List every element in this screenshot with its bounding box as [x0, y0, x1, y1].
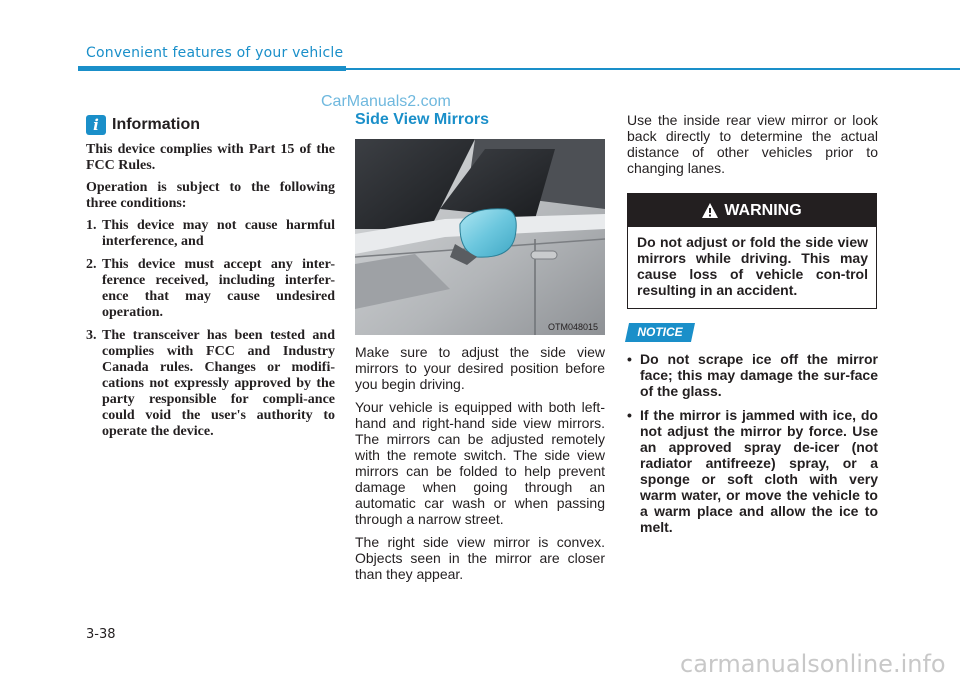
warning-header: [628, 194, 876, 227]
warning-box: [627, 193, 877, 309]
warning-text: Do not adjust or fold the side view mirrors while driving. This may cause loss of vehicle con-trol resulting in an accident.: [637, 234, 868, 298]
notice-item: [627, 407, 878, 535]
bullet: •: [627, 407, 632, 423]
information-title: Information: [112, 116, 200, 133]
condition-item: [86, 218, 335, 250]
notice-item-text: If the mirror is jammed with ice, do not adjust the mirror by force. Use an approved spray de-icer (not radiator antifreeze) spray, or a sponge or soft cloth with very warm water, or move the vehicle to a warm place and allow the ice to melt.: [640, 407, 878, 535]
page-number: 3-38: [86, 627, 116, 642]
bullet: •: [627, 351, 632, 367]
rear-view-intro: Use the inside rear view mirror or look back directly to determine the actual distance of other vehicles prior to changing lanes.: [627, 112, 878, 176]
notice-item-text: Do not scrape ice off the mirror face; this may damage the sur-face of the glass.: [640, 351, 878, 399]
condition-number: 3.: [86, 328, 97, 343]
chapter-title: Convenient features of your vehicle: [86, 45, 344, 61]
watermark-bottom: carmanualsonline.info: [680, 650, 946, 678]
side-mirror-photo: [355, 139, 605, 335]
notice-badge: [625, 323, 695, 342]
warning-triangle-icon: [702, 203, 718, 218]
body-paragraph: Make sure to adjust the side view mirrors to your desired position before you begin driving.: [355, 344, 605, 392]
info-icon: i: [86, 115, 106, 135]
side-view-mirrors-title: Side View Mirrors: [355, 111, 489, 128]
condition-text: The transceiver has been tested and complies with FCC and Industry Canada rules. Changes or modifi-cations not expressly approved by the party responsible for compli-ance could void the user's authority to operate the device.: [102, 328, 335, 439]
header-bar-thin: [346, 68, 960, 70]
conditions-list: [86, 218, 335, 440]
notice-label: NOTICE: [637, 325, 683, 339]
body-paragraph: The right side view mirror is convex. Objects seen in the mirror are closer than they appear.: [355, 534, 605, 582]
condition-text: This device may not cause harmful interference, and: [102, 218, 335, 249]
body-paragraph: Your vehicle is equipped with both left-hand and right-hand side view mirrors. The mirrors can be adjusted remotely with the remote switch. The side view mirrors can be folded to help prevent damage when going through an automatic car wash or when passing through a narrow street.: [355, 399, 605, 527]
information-paragraph: This device complies with Part 15 of the FCC Rules.: [86, 142, 335, 173]
condition-number: 1.: [86, 218, 97, 233]
header-bar-thick: [78, 66, 346, 71]
information-body: [86, 142, 335, 447]
image-code: OTM048015: [548, 322, 599, 332]
side-view-mirrors-body: [355, 344, 605, 589]
condition-number: 2.: [86, 257, 97, 272]
condition-text: This device must accept any inter-ference received, including interfer-ence that may cause undesired operation.: [102, 257, 335, 320]
notice-item: [627, 351, 878, 399]
notice-list: [627, 351, 878, 543]
condition-item: [86, 328, 335, 440]
condition-item: [86, 257, 335, 321]
watermark-top: CarManuals2.com: [321, 93, 451, 110]
information-paragraph: Operation is subject to the following three conditions:: [86, 180, 335, 211]
warning-label: WARNING: [724, 201, 802, 219]
